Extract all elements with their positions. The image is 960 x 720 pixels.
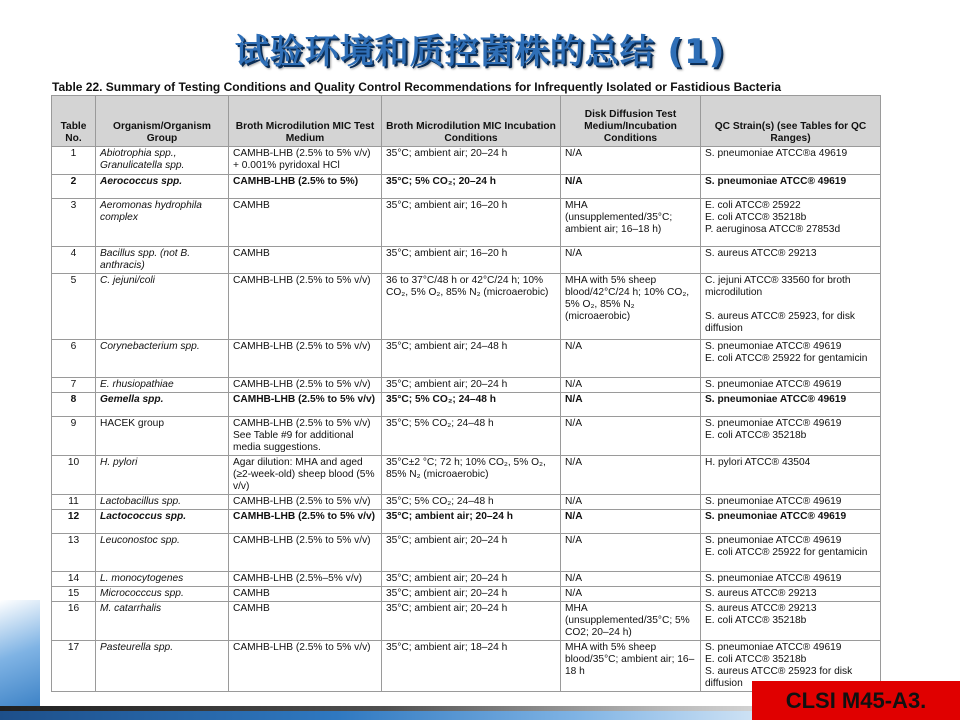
table-row bbox=[52, 247, 881, 274]
cell-disk: MHA (unsupplemented/35°C; ambient air; 16–18 h) bbox=[561, 199, 701, 247]
cell-medium: CAMHB bbox=[229, 199, 382, 247]
cell-disk: N/A bbox=[561, 175, 701, 199]
cell-qc: S. aureus ATCC® 29213 bbox=[701, 587, 881, 602]
table-header-row bbox=[52, 96, 881, 147]
cell-incub: 35°C; ambient air; 20–24 h bbox=[382, 602, 561, 641]
cell-org: Leuconostoc spp. bbox=[96, 534, 229, 572]
cell-org: Gemella spp. bbox=[96, 393, 229, 417]
cell-medium: CAMHB bbox=[229, 602, 382, 641]
cell-no: 17 bbox=[52, 641, 96, 692]
table-row bbox=[52, 534, 881, 572]
cell-disk: N/A bbox=[561, 247, 701, 274]
cell-disk: N/A bbox=[561, 534, 701, 572]
table-row bbox=[52, 393, 881, 417]
cell-org: Lactococcus spp. bbox=[96, 510, 229, 534]
cell-no: 8 bbox=[52, 393, 96, 417]
cell-no: 1 bbox=[52, 147, 96, 175]
slide-title: 试验环境和质控菌株的总结 (1) bbox=[234, 32, 726, 72]
cell-medium: CAMHB-LHB (2.5% to 5% v/v) bbox=[229, 495, 382, 510]
cell-incub: 35°C; ambient air; 20–24 h bbox=[382, 378, 561, 393]
cell-org: Corynebacterium spp. bbox=[96, 340, 229, 378]
cell-no: 10 bbox=[52, 456, 96, 495]
table-row bbox=[52, 378, 881, 393]
cell-qc: S. pneumoniae ATCC® 49619 bbox=[701, 175, 881, 199]
cell-no: 16 bbox=[52, 602, 96, 641]
table-row bbox=[52, 495, 881, 510]
cell-medium: CAMHB-LHB (2.5% to 5% v/v) bbox=[229, 340, 382, 378]
cell-qc: C. jejuni ATCC® 33560 for broth microdilution S. aureus ATCC® 25923, for disk diffusion bbox=[701, 274, 881, 340]
cell-qc: S. pneumoniae ATCC® 49619 bbox=[701, 393, 881, 417]
cell-no: 15 bbox=[52, 587, 96, 602]
cell-org: Aerococcus spp. bbox=[96, 175, 229, 199]
cell-org: H. pylori bbox=[96, 456, 229, 495]
cell-qc: S. pneumoniae ATCC®a 49619 bbox=[701, 147, 881, 175]
table-row bbox=[52, 456, 881, 495]
cell-org: Aeromonas hydrophila complex bbox=[96, 199, 229, 247]
cell-org: Micrococccus spp. bbox=[96, 587, 229, 602]
cell-org: E. rhusiopathiae bbox=[96, 378, 229, 393]
cell-org: C. jejuni/coli bbox=[96, 274, 229, 340]
table-row bbox=[52, 602, 881, 641]
table-row bbox=[52, 199, 881, 247]
summary-table-container bbox=[51, 95, 880, 692]
cell-no: 13 bbox=[52, 534, 96, 572]
cell-medium: CAMHB-LHB (2.5%–5% v/v) bbox=[229, 572, 382, 587]
cell-medium: CAMHB-LHB (2.5% to 5% v/v) bbox=[229, 378, 382, 393]
cell-disk: N/A bbox=[561, 340, 701, 378]
header-mic-medium: Broth Microdilution MIC Test Medium bbox=[229, 96, 382, 147]
cell-disk: N/A bbox=[561, 378, 701, 393]
cell-disk: N/A bbox=[561, 456, 701, 495]
cell-incub: 36 to 37°C/48 h or 42°C/24 h; 10% CO₂, 5% O₂, 85% N₂ (microaerobic) bbox=[382, 274, 561, 340]
header-mic-incubation: Broth Microdilution MIC Incubation Conditions bbox=[382, 96, 561, 147]
cell-incub: 35°C; ambient air; 20–24 h bbox=[382, 534, 561, 572]
cell-incub: 35°C; ambient air; 16–20 h bbox=[382, 199, 561, 247]
cell-no: 6 bbox=[52, 340, 96, 378]
cell-disk: N/A bbox=[561, 572, 701, 587]
cell-medium: CAMHB-LHB (2.5% to 5%) bbox=[229, 175, 382, 199]
cell-no: 7 bbox=[52, 378, 96, 393]
cell-qc: S. pneumoniae ATCC® 49619 bbox=[701, 495, 881, 510]
cell-qc: H. pylori ATCC® 43504 bbox=[701, 456, 881, 495]
cell-disk: N/A bbox=[561, 587, 701, 602]
cell-no: 3 bbox=[52, 199, 96, 247]
cell-medium: CAMHB-LHB (2.5% to 5% v/v) bbox=[229, 393, 382, 417]
cell-incub: 35°C±2 °C; 72 h; 10% CO₂, 5% O₂, 85% N₂ (microaerobic) bbox=[382, 456, 561, 495]
cell-disk: MHA with 5% sheep blood/35°C; ambient air; 16–18 h bbox=[561, 641, 701, 692]
summary-table bbox=[51, 95, 881, 692]
cell-medium: CAMHB-LHB (2.5% to 5% v/v) bbox=[229, 510, 382, 534]
cell-incub: 35°C; ambient air; 20–24 h bbox=[382, 572, 561, 587]
cell-disk: N/A bbox=[561, 510, 701, 534]
cell-medium: CAMHB-LHB (2.5% to 5% v/v) + 0.001% pyridoxal HCl bbox=[229, 147, 382, 175]
cell-org: HACEK group bbox=[96, 417, 229, 456]
cell-qc: S. pneumoniae ATCC® 49619 bbox=[701, 510, 881, 534]
cell-medium: Agar dilution: MHA and aged (≥2-week-old) sheep blood (5% v/v) bbox=[229, 456, 382, 495]
cell-qc: S. pneumoniae ATCC® 49619 E. coli ATCC® 35218b S. aureus ATCC® 25923 for disk diffusion bbox=[701, 641, 881, 692]
cell-incub: 35°C; 5% CO₂; 24–48 h bbox=[382, 495, 561, 510]
cell-incub: 35°C; 5% CO₂; 24–48 h bbox=[382, 417, 561, 456]
cell-incub: 35°C; ambient air; 16–20 h bbox=[382, 247, 561, 274]
table-row bbox=[52, 572, 881, 587]
cell-no: 4 bbox=[52, 247, 96, 274]
cell-disk: N/A bbox=[561, 495, 701, 510]
cell-no: 2 bbox=[52, 175, 96, 199]
cell-disk: N/A bbox=[561, 417, 701, 456]
header-organism: Organism/Organism Group bbox=[96, 96, 229, 147]
cell-org: Lactobacillus spp. bbox=[96, 495, 229, 510]
cell-medium: CAMHB-LHB (2.5% to 5% v/v) bbox=[229, 274, 382, 340]
cell-org: Bacillus spp. (not B. anthracis) bbox=[96, 247, 229, 274]
table-row bbox=[52, 417, 881, 456]
source-badge: CLSI M45-A3. bbox=[752, 681, 960, 720]
cell-no: 5 bbox=[52, 274, 96, 340]
table-row bbox=[52, 147, 881, 175]
cell-qc: S. aureus ATCC® 29213 E. coli ATCC® 35218b bbox=[701, 602, 881, 641]
table-row bbox=[52, 175, 881, 199]
header-disk-diffusion: Disk Diffusion Test Medium/Incubation Conditions bbox=[561, 96, 701, 147]
cell-disk: MHA (unsupplemented/35°C; 5% CO2; 20–24 h) bbox=[561, 602, 701, 641]
cell-qc: S. pneumoniae ATCC® 49619 bbox=[701, 572, 881, 587]
cell-medium: CAMHB-LHB (2.5% to 5% v/v) bbox=[229, 534, 382, 572]
cell-qc: S. pneumoniae ATCC® 49619 E. coli ATCC® 25922 for gentamicin bbox=[701, 534, 881, 572]
cell-medium: CAMHB-LHB (2.5% to 5% v/v) bbox=[229, 641, 382, 692]
cell-medium: CAMHB-LHB (2.5% to 5% v/v) See Table #9 for additional media suggestions. bbox=[229, 417, 382, 456]
cell-org: Abiotrophia spp., Granulicatella spp. bbox=[96, 147, 229, 175]
table-row bbox=[52, 587, 881, 602]
table-caption: Table 22. Summary of Testing Conditions and Quality Control Recommendations for Infrequently Isolated or Fastidious Bacteria bbox=[52, 80, 781, 94]
table-row bbox=[52, 510, 881, 534]
cell-org: L. monocytogenes bbox=[96, 572, 229, 587]
cell-no: 14 bbox=[52, 572, 96, 587]
cell-medium: CAMHB bbox=[229, 587, 382, 602]
cell-org: Pasteurella spp. bbox=[96, 641, 229, 692]
cell-qc: S. aureus ATCC® 29213 bbox=[701, 247, 881, 274]
cell-incub: 35°C; 5% CO₂; 20–24 h bbox=[382, 175, 561, 199]
cell-qc: S. pneumoniae ATCC® 49619 E. coli ATCC® 25922 for gentamicin bbox=[701, 340, 881, 378]
cell-incub: 35°C; ambient air; 18–24 h bbox=[382, 641, 561, 692]
cell-no: 11 bbox=[52, 495, 96, 510]
cell-qc: S. pneumoniae ATCC® 49619 E. coli ATCC® 35218b bbox=[701, 417, 881, 456]
cell-no: 9 bbox=[52, 417, 96, 456]
cell-disk: N/A bbox=[561, 147, 701, 175]
table-row bbox=[52, 274, 881, 340]
cell-incub: 35°C; ambient air; 20–24 h bbox=[382, 510, 561, 534]
cell-incub: 35°C; ambient air; 20–24 h bbox=[382, 587, 561, 602]
table-row bbox=[52, 340, 881, 378]
header-table-no: Table No. bbox=[52, 96, 96, 147]
cell-no: 12 bbox=[52, 510, 96, 534]
cell-qc: E. coli ATCC® 25922 E. coli ATCC® 35218b P. aeruginosa ATCC® 27853d bbox=[701, 199, 881, 247]
cell-medium: CAMHB bbox=[229, 247, 382, 274]
left-decoration bbox=[0, 600, 40, 720]
cell-disk: MHA with 5% sheep blood/42°C/24 h; 10% CO₂, 5% O₂, 85% N₂ (microaerobic) bbox=[561, 274, 701, 340]
cell-incub: 35°C; ambient air; 20–24 h bbox=[382, 147, 561, 175]
cell-disk: N/A bbox=[561, 393, 701, 417]
cell-qc: S. pneumoniae ATCC® 49619 bbox=[701, 378, 881, 393]
cell-org: M. catarrhalis bbox=[96, 602, 229, 641]
header-qc-strains: QC Strain(s) (see Tables for QC Ranges) bbox=[701, 96, 881, 147]
cell-incub: 35°C; 5% CO₂; 24–48 h bbox=[382, 393, 561, 417]
cell-incub: 35°C; ambient air; 24–48 h bbox=[382, 340, 561, 378]
